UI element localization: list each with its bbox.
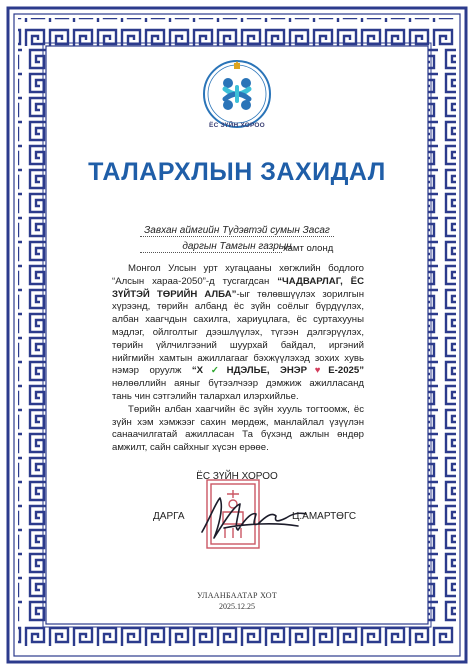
recipient-line-2: даргын Тамгын газрын — [182, 241, 292, 252]
logo-caption: ЁС ЗҮЙН ХОРОО — [209, 122, 265, 129]
recipient-dotted-line-1 — [140, 236, 334, 237]
p1-campaign-part-2: НДЭЛЬЕ, ЭНЭР — [226, 365, 308, 377]
signoff-city: УЛААНБААТАР ХОТ — [196, 591, 278, 600]
signoff-name: Ц.АМАРТӨГС — [292, 511, 357, 522]
p1-text-a: Монгол Улсын урт хугацааны хөгжлийн бодлого “Алсын хараа-2050”-д тусгагдсан — [112, 263, 364, 287]
page-title: ТАЛАРХЛЫН ЗАХИДАЛ — [88, 158, 386, 186]
ethics-committee-logo — [201, 58, 273, 130]
p1-text-e: нөлөөллийн аяныг бүтээлчээр дэмжиж ажилласанд тань чин сэтгэлийн талархал илэрхийлье. — [112, 378, 364, 402]
letter-body — [112, 263, 364, 455]
p1-emphasis-campaign: “ЧАДВАРЛАГ, ЁС ЗҮЙТЭЙ ТӨРИЙН АЛБА” — [112, 275, 364, 300]
p1-campaign-name — [192, 365, 364, 376]
signoff-organization: ЁС ЗҮЙН ХОРОО — [196, 471, 278, 482]
signoff-date: 2025.12.25 — [219, 602, 255, 611]
heart-icon: ♥ — [307, 365, 329, 377]
p1-text-c: -ыг төлөвшүүлэх зорилгын хүрээнд, төрийн албанд ёс зүйн соёлыг бүрдүүлэх, албан хаагчдын сахилга, хариуцлага, ёс суртахууны мэдлэг, ойлголтыг дээшлүүлэх, түгээн дэлгэрүүлэх, төрийн үйлчилгээний шуурхай байдал, иргэний нийгмийн хамтын ажиллагааг бэхжүүлэхэд зохих хувь нэмэр оруулж — [112, 288, 364, 377]
signoff-role: ДАРГА — [153, 511, 185, 522]
paragraph-2: Төрийн албан хаагчийн ёс зүйн хууль тогтоомж, ёс зүйн хэм хэмжээг сахин мөрдөж, манлайлал үзүүлэн санаачилгатай ажилласан Та бүхэнд ажлын өндөр амжилт, сайн сайхныг хүсэн ерөөе. — [112, 403, 364, 454]
recipient-suffix: хамт олонд — [283, 243, 334, 254]
p1-campaign-part-3: Е-2025” — [328, 365, 364, 377]
recipient-line-1: Завхан аймгийн Түдэвтэй сумын Засаг — [144, 225, 330, 236]
checkmark-icon: ✓ — [203, 365, 227, 377]
p1-campaign-part-1: “Х — [191, 365, 204, 377]
paragraph-1 — [112, 263, 364, 404]
recipient-dotted-line-2 — [140, 252, 282, 253]
